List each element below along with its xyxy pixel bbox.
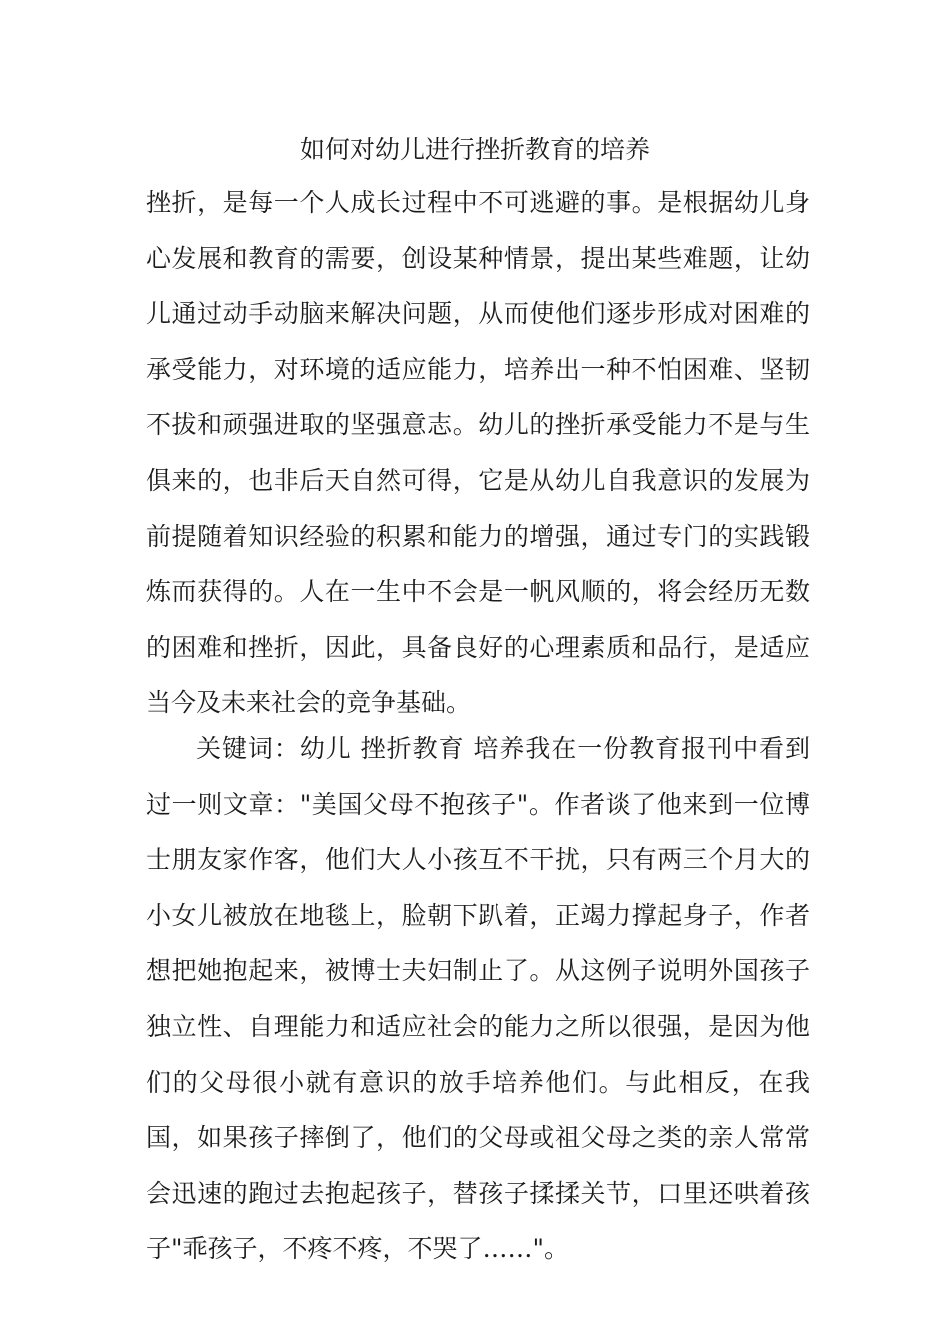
paragraph-intro: 挫折，是每一个人成长过程中不可逃避的事。是根据幼儿身心发展和教育的需要，创设某种情景，提出某些难题，让幼儿通过动手动脑来解决问题，从而使他们逐步形成对困难的承受能力，对环境的适应能力，培养出一种不怕困难、坚韧不拔和顽强进取的坚强意志。幼儿的挫折承受能力不是与生俱来的，也非后天自然可得，它是从幼儿自我意识的发展为前提随着知识经验的积累和能力的增强，通过专门的实践锻炼而获得的。人在一生中不会是一帆风顺的，将会经历无数的困难和挫折，因此，具备良好的心理素质和品行，是适应当今及未来社会的竞争基础。 xyxy=(146,188,810,718)
document-title: 如何对幼儿进行挫折教育的培养 xyxy=(299,135,650,164)
paragraph-keywords-body: 关键词：幼儿 挫折教育 培养我在一份教育报刊中看到过一则文章："美国父母不抱孩子"。作者谈了他来到一位博士朋友家作客，他们大人小孩互不干扰，只有两三个月大的小女儿被放在地毯上，脸朝下趴着，正竭力撑起身子，作者想把她抱起来，被博士夫妇制止了。从这例子说明外国孩子独立性、自理能力和适应社会的能力之所以很强，是因为他们的父母很小就有意识的放手培养他们。与此相反，在我国，如果孩子摔倒了，他们的父母或祖父母之类的亲人常常会迅速的跑过去抱起孩子，替孩子揉揉关节，口里还哄着孩子"乖孩子，不疼不疼，不哭了……"。 xyxy=(146,734,810,1264)
